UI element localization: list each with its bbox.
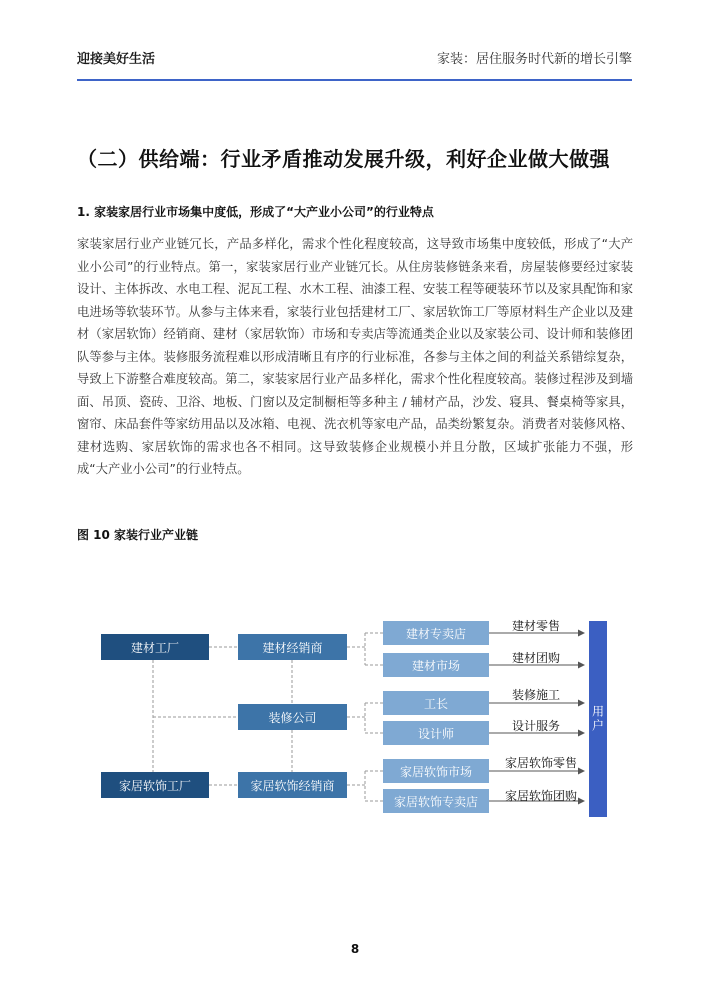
label-decor-construction: 装修施工 (512, 688, 561, 702)
label-building-group: 建材团购 (512, 651, 561, 665)
label-design-service: 设计服务 (512, 719, 561, 733)
node-designer: 设计师 (383, 721, 489, 745)
node-furnishing-factory: 家居软饰工厂 (101, 772, 209, 798)
figure-title: 图 10 家装行业产业链 (77, 528, 199, 542)
sub-title: 1. 家装家居行业市场集中度低，形成了“大产业小公司”的行业特点 (77, 205, 434, 219)
label-furnishing-retail: 家居软饰零售 (505, 756, 578, 770)
node-foreman: 工长 (383, 691, 489, 715)
label-building-retail: 建材零售 (512, 619, 561, 633)
node-building-market: 建材市场 (383, 653, 489, 677)
node-furnishing-market: 家居软饰市场 (383, 759, 489, 783)
node-building-factory: 建材工厂 (101, 634, 209, 660)
node-user: 用户 (589, 621, 607, 817)
node-building-store: 建材专卖店 (383, 621, 489, 645)
body-paragraph: 家装家居行业产业链冗长，产品多样化，需求个性化程度较高，这导致市场集中度较低，形成了“大产业小公司”的行业特点。第一，家装家居行业产业链冗长。从住房装修链条来看，房屋装修要经过家装设计、主体拆改、水电工程、泥瓦工程、水木工程、油漆工程、安装工程等硬装环节以及家具配饰和家电进场等软装环节。从参与主体来看，家装行业包括建材工厂、家居软饰工厂等原材料生产企业以及建材（家居软饰）经销商、建材（家居软饰）市场和专卖店等流通类企业以及家装公司、设计师和装修团队等参与主体。装修服务流程难以形成清晰且有序的行业标准，各参与主体之间的利益关系错综复杂，导致上下游整合难度较高。第二，家装家居行业产品多样化，需求个性化程度较高。装修过程涉及到墙面、吊顶、瓷砖、卫浴、地板、门窗以及定制橱柜等多种主 / 辅材产品，沙发、寝具、餐桌椅等家具，窗帘、床品套件等家纺用品以及冰箱、电视、洗衣机等家电产品，品类纷繁复杂。消费者对装修风格、建材选购、家居软饰的需求也各不相同。这导致装修企业规模小并且分散，区域扩张能力不强，形成“大产业小公司”的行业特点。 (77, 237, 633, 476)
label-furnishing-group: 家居软饰团购 (505, 789, 578, 803)
header-brand: 迎接美好生活 (77, 52, 156, 67)
section-title: （二）供给端：行业矛盾推动发展升级，利好企业做大做强 (77, 147, 610, 171)
page-number: 8 (350, 942, 360, 956)
node-building-dealer: 建材经销商 (238, 634, 347, 660)
node-furnishing-dealer: 家居软饰经销商 (238, 772, 347, 798)
node-decor-company: 装修公司 (238, 704, 347, 730)
node-furnishing-store: 家居软饰专卖店 (383, 789, 489, 813)
header-report-title: 家装：居住服务时代新的增长引擎 (436, 52, 632, 67)
